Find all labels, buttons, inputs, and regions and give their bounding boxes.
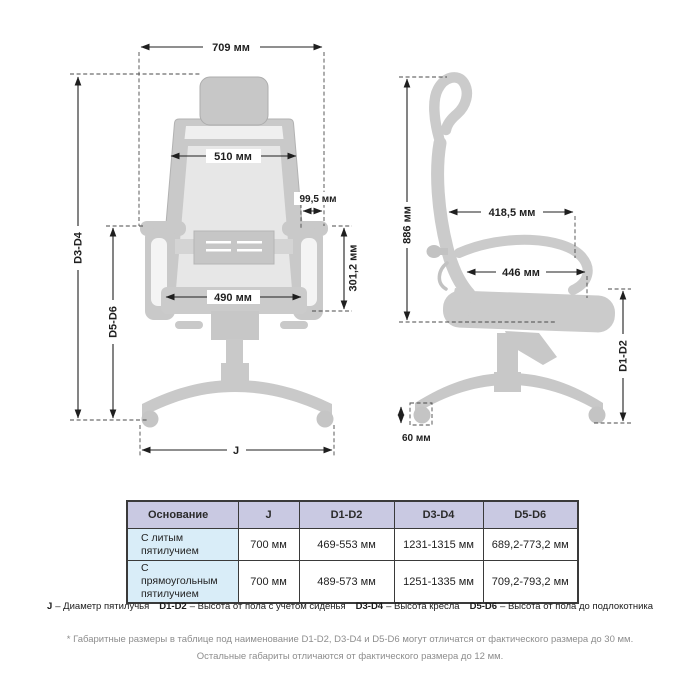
legend-desc: – Высота от пола до подлокотника <box>500 601 654 612</box>
backrest-width-label: 510 мм <box>214 151 252 163</box>
base-type-cell: С литым пятилучием <box>127 529 238 561</box>
header-base: Основание <box>127 501 238 529</box>
d3d4-value-cell: 1251-1335 мм <box>394 561 483 604</box>
table-row <box>127 561 578 604</box>
legend-item-d5d6 <box>470 601 653 612</box>
j-value-cell: 700 мм <box>238 561 299 604</box>
legend-desc: – Высота от пола с учетом сиденья <box>189 601 346 612</box>
legend-term: D3-D4 <box>355 601 384 612</box>
legend-term: D5-D6 <box>469 601 498 612</box>
front-chair-illustration <box>140 77 337 428</box>
base-diameter-code-label: J <box>232 445 240 457</box>
footnote-line-2: Остальные габариты отличаются от фактического размера до 12 мм. <box>196 651 504 662</box>
legend-term: D1-D2 <box>159 601 187 612</box>
d1d2-value-cell: 469-553 мм <box>299 529 394 561</box>
dim-overall-width <box>141 40 322 54</box>
d5d6-value-cell: 689,2-773,2 мм <box>483 529 578 561</box>
back-to-armrest-depth-label: 418,5 мм <box>488 207 536 219</box>
table-row <box>127 529 578 561</box>
armrest-width-label: 99,5 мм <box>299 194 337 205</box>
seat-total-depth-label: 446 мм <box>502 267 540 279</box>
armrest-height-label: 301,2 мм <box>347 244 360 292</box>
legend-item-j <box>47 601 149 612</box>
legend-desc: – Диаметр пятилучья <box>55 601 150 612</box>
legend-term: J <box>46 601 53 612</box>
d1d2-value-cell: 489-573 мм <box>299 561 394 604</box>
j-value-cell: 700 мм <box>238 529 299 561</box>
footnote-line-1: * Габаритные размеры в таблице под наименование D1-D2, D3-D4 и D5-D6 могут отличатся от фактического размера до 30 мм. <box>66 634 634 645</box>
dim-armrest-floor-d5d6 <box>106 228 120 418</box>
dim-seat-floor-d1d2 <box>616 291 630 421</box>
seat-floor-code-label: D1-D2 <box>617 340 630 372</box>
legend-item-d1d2 <box>159 601 345 612</box>
backrest-height-label: 886 мм <box>401 206 414 244</box>
caster-size-label: 60 мм <box>402 433 431 444</box>
header-d5d6: D5-D6 <box>483 501 578 529</box>
chair-height-code-label: D3-D4 <box>72 232 85 264</box>
legend-desc: – Высота кресла <box>386 601 460 612</box>
armrest-floor-code-label: D5-D6 <box>107 306 120 338</box>
dimensions-table <box>126 500 579 604</box>
d5d6-value-cell: 709,2-793,2 мм <box>483 561 578 604</box>
header-d3d4: D3-D4 <box>394 501 483 529</box>
dim-backrest-height <box>400 79 414 320</box>
legend-item-d3d4 <box>356 601 460 612</box>
dim-chair-height-d3d4 <box>71 77 85 418</box>
dim-back-to-armrest-depth <box>449 205 573 219</box>
overall-width-label: 709 мм <box>212 42 250 54</box>
dim-seat-total-depth <box>467 265 585 279</box>
footnote <box>0 631 700 665</box>
dim-armrest-height <box>344 228 360 309</box>
header-j: J <box>238 501 299 529</box>
d3d4-value-cell: 1231-1315 мм <box>394 529 483 561</box>
base-type-cell: С прямоугольным пятилучием <box>127 561 238 604</box>
side-chair-illustration <box>414 77 616 423</box>
dimension-legend <box>0 601 700 612</box>
seat-width-label: 490 мм <box>214 292 252 304</box>
header-d1d2: D1-D2 <box>299 501 394 529</box>
dim-base-diameter <box>142 443 332 457</box>
table-header-row <box>127 501 578 529</box>
dim-armrest-width <box>294 192 343 211</box>
